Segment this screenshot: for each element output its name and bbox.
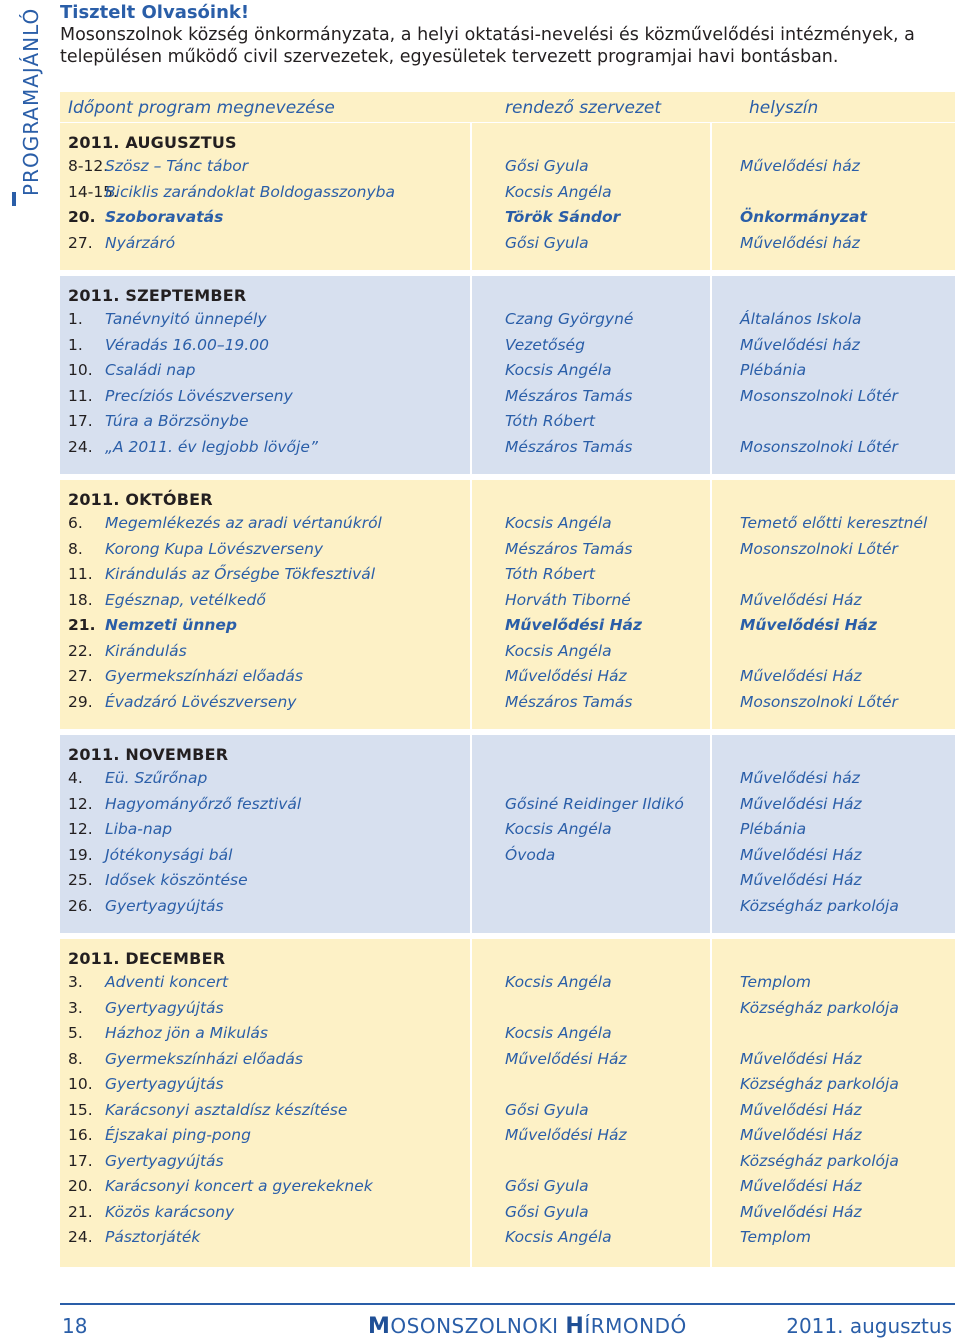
event-organizer: Tóth Róbert [505,412,595,430]
event-venue: Művelődési Ház [740,794,862,813]
event-organizer: Kocsis Angéla [505,1228,612,1246]
table-row [60,1050,955,1075]
event-organizer: Kocsis Angéla [505,641,612,660]
table-row [60,795,955,820]
event-day: 27. [68,233,93,252]
month-block-september [60,276,955,474]
table-row [60,897,955,922]
event-organizer: Czang Györgyné [505,310,634,328]
event-organizer: Mészáros Tamás [505,692,633,711]
event-organizer: Gősi Gyula [505,233,589,252]
month-block-december [60,939,955,1267]
event-name: Házhoz jön a Mikulás [105,1024,268,1042]
header-col-program: Időpont program megnevezése [68,98,335,118]
event-day: 17. [68,1151,93,1170]
month-title: 2011. NOVEMBER [68,745,229,764]
table-row [60,616,955,641]
event-day: 12. [68,794,93,813]
event-organizer: Gősi Gyula [505,1177,589,1195]
event-organizer: Óvoda [505,845,556,864]
event-day: 12. [68,820,93,838]
event-name: Gyermekszínházi előadás [105,667,303,685]
event-day: 8. [68,539,83,558]
side-label-text: PROGRAMAJÁNLÓ [19,7,43,196]
event-venue: Művelődési ház [740,157,860,175]
event-name: Családi nap [105,361,196,379]
event-venue: Mosonszolnoki Lőtér [740,692,898,711]
event-name: Gyermekszínházi előadás [105,1049,303,1068]
table-row [60,1101,955,1126]
event-venue: Művelődési Ház [740,1100,862,1119]
month-block-november [60,735,955,933]
event-day: 20. [68,1177,93,1195]
table-row [60,820,955,845]
event-organizer: Kocsis Angéla [505,182,612,201]
table-row [60,591,955,616]
event-organizer: Gősi Gyula [505,1202,589,1221]
event-name: Szoboravatás [105,208,224,226]
event-venue: Művelődési ház [740,233,860,252]
table-row [60,157,955,182]
event-venue: Temető előtti keresztnél [740,514,928,532]
table-row [60,361,955,386]
event-venue: Mosonszolnoki Lőtér [740,539,898,558]
event-name: Gyertyagyújtás [105,896,224,915]
table-row [60,438,955,463]
event-venue: Községház parkolója [740,1151,899,1170]
event-venue: Művelődési ház [740,335,860,354]
event-name: Precíziós Lövészverseny [105,386,293,405]
event-venue: Templom [740,973,811,991]
event-day: 10. [68,1075,93,1093]
event-organizer: Horváth Tiborné [505,590,631,609]
event-venue: Művelődési Ház [740,845,862,864]
table-row [60,1126,955,1151]
event-name: Biciklis zarándoklat Boldogasszonyba [105,182,395,201]
table-row [60,514,955,539]
event-venue: Plébánia [740,820,807,838]
event-organizer: Művelődési Ház [505,1126,627,1144]
event-day: 8-12. [68,157,109,175]
event-day: 3. [68,973,83,991]
event-day: 16. [68,1126,93,1144]
masthead [368,1314,687,1339]
event-name: Liba-nap [105,820,173,838]
event-name: Véradás 16.00–19.00 [105,335,269,354]
event-day: 10. [68,361,93,379]
table-row [60,846,955,871]
event-day: 3. [68,998,83,1017]
event-name: Tanévnyitó ünnepély [105,310,267,328]
footer-rule [60,1303,955,1305]
event-day: 11. [68,386,93,405]
event-organizer: Tóth Róbert [505,565,595,583]
event-venue: Művelődési Ház [740,667,862,685]
event-venue: Művelődési Ház [740,616,878,634]
event-day: 4. [68,769,83,787]
event-day: 25. [68,871,93,889]
table-row [60,667,955,692]
event-day: 29. [68,692,93,711]
table-row [60,540,955,565]
event-name: Adventi koncert [105,973,229,991]
intro-greeting: Tisztelt Olvasóink! [60,2,250,23]
month-title: 2011. OKTÓBER [68,490,213,509]
month-title: 2011. SZEPTEMBER [68,286,247,305]
table-row [60,973,955,998]
event-day: 24. [68,437,93,456]
event-name: Gyertyagyújtás [105,1075,224,1093]
event-venue: Általános Iskola [740,310,862,328]
table-row [60,693,955,718]
event-day: 26. [68,896,93,915]
intro [60,2,940,68]
event-venue: Plébánia [740,361,807,379]
event-day: 27. [68,667,93,685]
event-organizer: Mészáros Tamás [505,437,633,456]
event-day: 18. [68,590,93,609]
event-day: 1. [68,310,83,328]
event-organizer: Művelődési Ház [505,616,643,634]
event-day: 19. [68,845,93,864]
event-organizer: Gősi Gyula [505,1100,589,1119]
event-name: Közös karácsony [105,1202,235,1221]
event-venue: Mosonszolnoki Lőtér [740,437,898,456]
table-header [60,92,955,122]
table-row [60,310,955,335]
table-row [60,999,955,1024]
event-venue: Mosonszolnoki Lőtér [740,386,898,405]
event-day: 14-15. [68,182,118,201]
table-row [60,1075,955,1100]
event-name: Évadzáró Lövészverseny [105,692,297,711]
issue-date: 2011. augusztus [786,1314,952,1338]
event-name: „A 2011. év legjobb lövője” [105,437,318,456]
masthead-part1: OSONSZOLNOKI [390,1314,566,1338]
event-name: Eü. Szűrőnap [105,769,208,787]
event-venue: Művelődési ház [740,769,860,787]
event-day: 20. [68,208,96,226]
page-number: 18 [62,1314,88,1338]
event-day: 6. [68,514,83,532]
side-label-bar [12,192,16,206]
event-organizer: Kocsis Angéla [505,361,612,379]
event-name: Idősek köszöntése [105,871,248,889]
event-name: Megemlékezés az aradi vértanúkról [105,514,382,532]
event-name: Pásztorjáték [105,1228,201,1246]
event-organizer: Művelődési Ház [505,1049,627,1068]
event-organizer: Kocsis Angéla [505,973,612,991]
event-name: Korong Kupa Lövészverseny [105,539,324,558]
event-day: 22. [68,641,93,660]
event-organizer: Mészáros Tamás [505,539,633,558]
event-day: 17. [68,412,93,430]
event-venue: Községház parkolója [740,998,899,1017]
event-name: Karácsonyi asztaldísz készítése [105,1100,348,1119]
header-col-organizer: rendező szervezet [505,98,661,118]
intro-text: Mosonszolnok község önkormányzata, a helyi oktatási-nevelési és közművelődési intézmények, a településen működő civil szervezetek, egyesületek tervezett programjai havi bontásban. [60,25,915,67]
month-block-august [60,123,955,270]
header-col-venue: helyszín [749,98,819,118]
table-row [60,1024,955,1049]
event-day: 1. [68,335,83,354]
event-day: 11. [68,565,93,583]
event-venue: Községház parkolója [740,896,899,915]
event-name: Hagyományőrző fesztivál [105,794,302,813]
side-label [0,0,48,215]
month-block-october [60,480,955,729]
event-name: Karácsonyi koncert a gyerekeknek [105,1177,373,1195]
table-row [60,642,955,667]
event-venue: Művelődési Ház [740,1177,862,1195]
event-organizer: Kocsis Angéla [505,514,612,532]
event-organizer: Gősi Gyula [505,157,589,175]
event-venue: Önkormányzat [740,208,867,226]
table-row [60,1177,955,1202]
event-venue: Művelődési Ház [740,1049,862,1068]
event-venue: Művelődési Ház [740,1126,862,1144]
event-venue: Művelődési Ház [740,590,862,609]
event-name: Túra a Börzsönybe [105,412,249,430]
event-name: Éjszakai ping-pong [105,1126,251,1144]
event-organizer: Kocsis Angéla [505,1024,612,1042]
event-venue: Templom [740,1228,811,1246]
masthead-initial-h: H [565,1314,585,1339]
table-row [60,183,955,208]
event-venue: Művelődési Ház [740,1202,862,1221]
event-organizer: Művelődési Ház [505,667,627,685]
event-day: 15. [68,1100,93,1119]
event-name: Szösz – Tánc tábor [105,157,249,175]
table-row [60,1152,955,1177]
event-venue: Művelődési Ház [740,871,862,889]
table-row [60,336,955,361]
event-organizer: Török Sándor [505,208,621,226]
event-name: Kirándulás [105,641,187,660]
event-organizer: Vezetőség [505,335,585,354]
table-row [60,871,955,896]
event-organizer: Gősiné Reidinger Ildikó [505,794,684,813]
event-organizer: Mészáros Tamás [505,386,633,405]
event-name: Egésznap, vetélkedő [105,590,266,609]
table-row [60,208,955,233]
masthead-part2: ÍRMONDÓ [584,1314,687,1338]
event-name: Jótékonysági bál [105,845,233,864]
event-name: Kirándulás az Őrségbe Tökfesztivál [105,565,376,583]
event-day: 8. [68,1049,83,1068]
table-row [60,234,955,259]
table-row [60,1228,955,1253]
event-day: 21. [68,1202,93,1221]
table-row [60,565,955,590]
event-name: Gyertyagyújtás [105,1151,224,1170]
event-day: 21. [68,616,96,634]
event-venue: Községház parkolója [740,1075,899,1093]
event-name: Gyertyagyújtás [105,998,224,1017]
month-title: 2011. DECEMBER [68,949,226,968]
event-name: Nyárzáró [105,233,176,252]
event-day: 5. [68,1024,83,1042]
table-row [60,769,955,794]
event-name: Nemzeti ünnep [105,616,237,634]
masthead-initial-m: M [368,1314,391,1339]
month-title: 2011. AUGUSZTUS [68,133,237,152]
table-row [60,1203,955,1228]
table-row [60,412,955,437]
event-day: 24. [68,1228,93,1246]
event-organizer: Kocsis Angéla [505,820,612,838]
table-row [60,387,955,412]
